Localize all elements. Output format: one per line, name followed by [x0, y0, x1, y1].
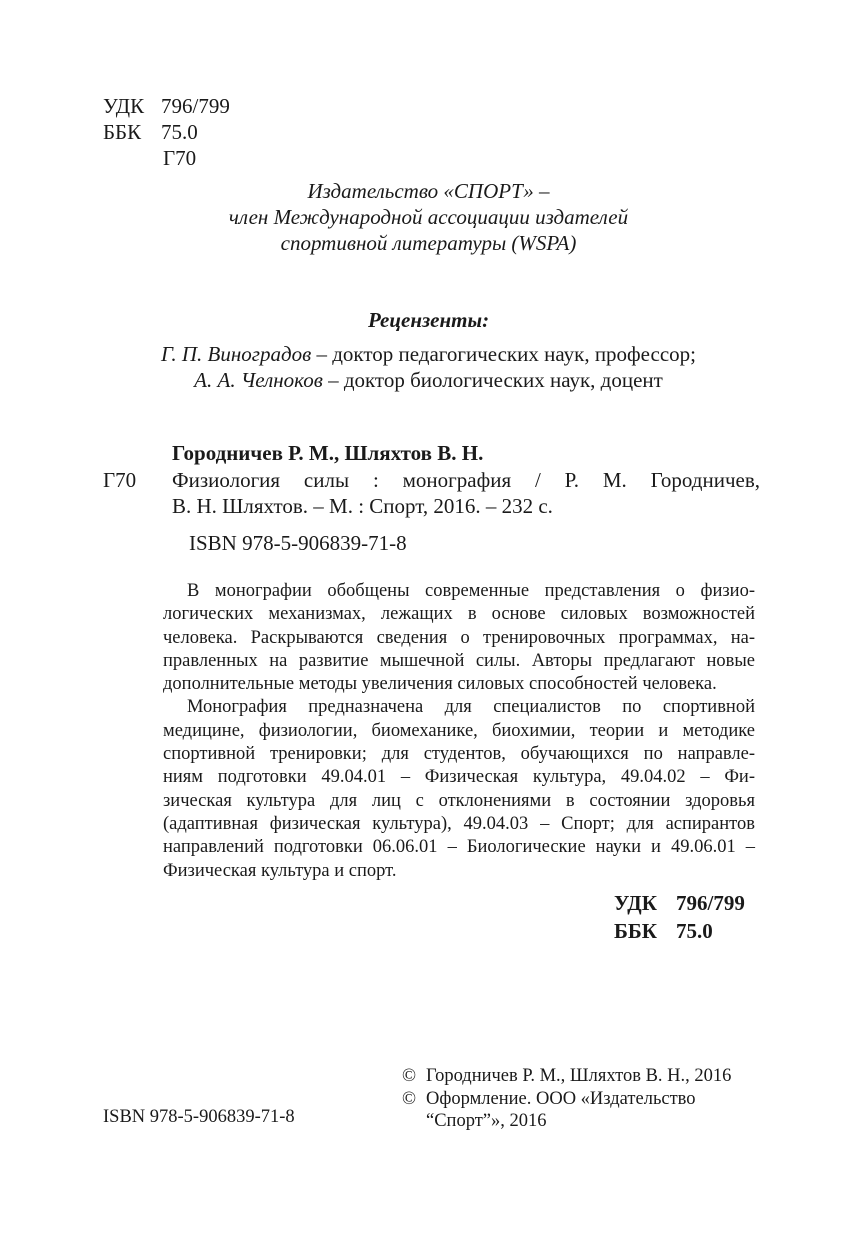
reviewer-name: Г. П. Виноградов [161, 342, 312, 366]
annotation-line: Монография предназначена для специалистов по спортивной [187, 697, 755, 718]
bbk-label: ББК [103, 120, 142, 144]
annotation-line: направлений подготовки 06.06.01 – Биологические науки и 49.06.01 – [163, 837, 755, 858]
udk-label: УДК [103, 94, 145, 118]
udk-row [103, 93, 303, 119]
copyright-line [402, 1088, 762, 1111]
record-isbn: ISBN 978-5-906839-71-8 [189, 531, 407, 555]
copyright-text: Городничев Р. М., Шляхтов В. Н., 2016 [426, 1066, 732, 1086]
udk-value: 796/799 [676, 891, 745, 915]
annotation-line: спортивной тренировки; для студентов, обучающихся по направле- [163, 744, 755, 765]
annotation-line: В монографии обобщены современные представления о физио- [187, 581, 755, 601]
annotation [163, 580, 755, 883]
record-authors: Городничев Р. М., Шляхтов В. Н. [172, 441, 484, 465]
publisher-line: член Международной ассоциации издателей [228, 205, 629, 229]
record-description-line: В. Н. Шляхтов. – М. : Спорт, 2016. – 232 с. [172, 494, 553, 518]
reviewers-list [100, 341, 757, 393]
reviewer-description: – доктор педагогических наук, профессор; [311, 342, 696, 366]
classification-bottom [614, 890, 745, 946]
annotation-line: (адаптивная физическая культура), 49.04.03 – Спорт; для аспирантов [163, 813, 755, 834]
annotation-line: медицине, физиологии, биомеханике, биохимии, теории и методике [163, 720, 755, 741]
annotation-line: Физическая культура и спорт. [163, 860, 397, 881]
udk-row [614, 890, 745, 918]
copyright-symbol: © [402, 1088, 417, 1109]
record-author-mark: Г70 [103, 468, 137, 492]
annotation-line: логических механизмах, лежащих в основе силовых возможностей [163, 604, 755, 625]
copyright-text: Оформление. ООО «Издательство [426, 1088, 696, 1109]
record-description [172, 467, 760, 519]
publisher-note [100, 178, 757, 256]
bbk-label: ББК [614, 919, 657, 943]
bbk-value: 75.0 [676, 919, 713, 943]
classification-top [103, 93, 303, 171]
udk-label: УДК [614, 891, 657, 915]
copyright-line [402, 1065, 762, 1088]
publisher-line: спортивной литературы (WSPA) [280, 231, 577, 255]
reviewer-item [100, 367, 757, 393]
annotation-line: ниям подготовки 49.04.01 – Физическая культура, 49.04.02 – Фи- [163, 767, 755, 788]
annotation-line: зическая культура для лиц с отклонениями в состоянии здоровья [163, 790, 755, 811]
bbk-row [103, 119, 303, 145]
reviewer-description: – доктор биологических наук, доцент [322, 368, 663, 392]
reviewers-title: Рецензенты: [367, 308, 490, 332]
copyright-text: “Спорт”», 2016 [426, 1111, 547, 1131]
copyright-block [402, 1065, 762, 1133]
isbn-bottom: ISBN 978-5-906839-71-8 [103, 1107, 295, 1127]
bbk-value: 75.0 [161, 120, 198, 144]
copyright-symbol: © [402, 1066, 417, 1086]
record-description-line: Физиология силы : монография / Р. М. Городничев, [172, 468, 760, 492]
reviewer-item [100, 341, 757, 367]
author-mark: Г70 [163, 146, 197, 170]
publisher-line: Издательство «СПОРТ» – [307, 179, 550, 203]
annotation-line: дополнительные методы увеличения силовых способностей человека. [163, 674, 717, 695]
annotation-line: человека. Раскрываются сведения о тренировочных программах, на- [163, 627, 755, 648]
reviewer-name: А. А. Челноков [194, 368, 323, 392]
udk-value: 796/799 [161, 94, 230, 118]
annotation-line: правленных на развитие мышечной силы. Авторы предлагают новые [163, 650, 755, 671]
bbk-row [614, 918, 745, 946]
